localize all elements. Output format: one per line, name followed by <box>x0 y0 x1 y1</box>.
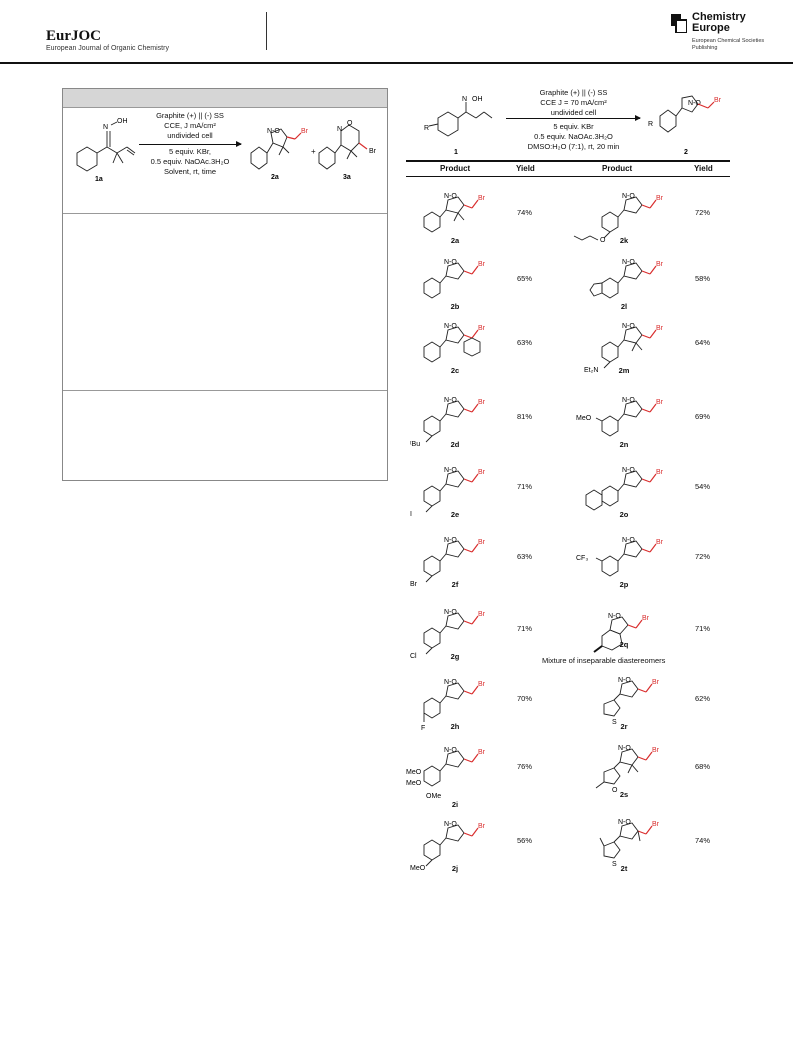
atom-br: Br <box>652 821 659 828</box>
label-2a: 2a <box>271 174 279 181</box>
column-header-yield: Yield <box>694 164 713 173</box>
atom-br: Br <box>642 615 649 622</box>
column-header-product: Product <box>440 164 471 173</box>
journal-subtitle: European Journal of Organic Chemistry <box>46 45 169 52</box>
atom-n-o: N-O <box>622 323 635 330</box>
product-yield: 76% <box>517 762 533 771</box>
product-yield: 74% <box>517 208 533 217</box>
product-label: 2q <box>619 640 629 649</box>
structure-2 <box>648 92 728 158</box>
substituent-label: ᵗBu <box>410 441 421 448</box>
product-label: 2a <box>450 236 460 245</box>
product-yield: 63% <box>517 552 533 561</box>
atom-n-o: N-O <box>444 323 457 330</box>
structure-1a <box>67 113 141 183</box>
atom-n: N <box>103 124 109 131</box>
product-yield: 65% <box>517 274 533 283</box>
atom-br: Br <box>478 749 485 756</box>
product-yield: 71% <box>695 624 711 633</box>
condition-line: Graphite (+) || (-) SS <box>156 111 224 120</box>
atom-n-o: N-O <box>267 128 280 135</box>
atom-n-o: N-O <box>622 397 635 404</box>
condition-line: CCE, J mA/cm² <box>164 121 216 130</box>
column-header-product: Product <box>602 164 633 173</box>
atom-n-o: N-O <box>444 259 457 266</box>
condition-line: undivided cell <box>167 131 213 140</box>
atom-br: Br <box>652 747 659 754</box>
substituent-label: Cl <box>410 653 417 660</box>
heteroatom: S <box>612 861 617 868</box>
label-1: 1 <box>454 149 458 156</box>
atom-br: Br <box>478 399 485 406</box>
substituent-label: Br <box>410 581 417 588</box>
product-yield: 71% <box>517 482 533 491</box>
reaction-arrow <box>506 118 640 119</box>
heteroatom: S <box>612 719 617 726</box>
atom-oh: OH <box>472 96 483 103</box>
atom-br: Br <box>478 823 485 830</box>
condition-line: 0.5 equiv. NaOAc.3H₂O <box>150 157 230 166</box>
atom-br: Br <box>478 681 485 688</box>
product-structure-2i <box>392 742 502 802</box>
atom-n-o: N-O <box>444 467 457 474</box>
atom-n-o: N-O <box>622 537 635 544</box>
product-label: 2r <box>620 722 628 731</box>
atom-br: Br <box>656 261 663 268</box>
product-label: 2k <box>619 236 629 245</box>
atom-n-o: N-O <box>444 821 457 828</box>
column-header-yield: Yield <box>516 164 535 173</box>
atom-n-o: N-O <box>622 467 635 474</box>
atom-n-o: N-O <box>444 679 457 686</box>
product-yield: 81% <box>517 412 533 421</box>
product-label: 2c <box>450 366 460 375</box>
product-label: 2i <box>451 800 459 809</box>
condition-line: CCE J = 70 mA/cm² <box>540 98 607 107</box>
atom-br: Br <box>652 679 659 686</box>
atom-n-o: N-O <box>444 397 457 404</box>
condition-line: Solvent, rt, time <box>163 167 217 176</box>
product-label: 2m <box>618 366 630 375</box>
condition-line: Graphite (+) || (-) SS <box>539 88 608 97</box>
product-yield: 69% <box>695 412 711 421</box>
product-label: 2g <box>450 652 460 661</box>
right-conditions <box>507 88 640 152</box>
label-1a: 1a <box>95 176 103 183</box>
product-label: 2s <box>619 790 629 799</box>
product-yield: 74% <box>695 836 711 845</box>
product-label: 2p <box>619 580 629 589</box>
heteroatom: O <box>612 787 618 794</box>
label-3a: 3a <box>343 174 351 181</box>
product-yield: 72% <box>695 208 711 217</box>
product-yield: 70% <box>517 694 533 703</box>
atom-br: Br <box>656 195 663 202</box>
product-label: 2d <box>450 440 460 449</box>
atom-oh: OH <box>117 118 128 125</box>
reaction-arrow <box>139 144 241 145</box>
product-label: 2e <box>450 510 460 519</box>
atom-n: N <box>337 126 343 133</box>
substituent-label: MeO <box>406 780 422 787</box>
product-yield: 58% <box>695 274 711 283</box>
publisher-name: Chemistry Europe <box>692 11 746 34</box>
atom-br: Br <box>656 325 663 332</box>
atom-n-o: N-O <box>444 193 457 200</box>
substituent-label: MeO <box>406 769 422 776</box>
atom-n-o: N-O <box>618 819 631 826</box>
heteroatom: O <box>600 237 606 244</box>
substituent-label: OMe <box>426 793 442 800</box>
product-yield: 62% <box>695 694 711 703</box>
atom-br: Br <box>301 128 308 135</box>
atom-br: Br <box>478 325 485 332</box>
condition-line: DMSO:H₂O (7:1), rt, 20 min <box>527 142 620 151</box>
atom-n-o: N-O <box>618 677 631 684</box>
atom-n: N <box>462 96 468 103</box>
atom-br: Br <box>714 97 721 104</box>
atom-br: Br <box>656 399 663 406</box>
product-label: 2b <box>450 302 460 311</box>
atom-n-o: N-O <box>444 747 457 754</box>
atom-n-o: N-O <box>618 745 631 752</box>
product-yield: 56% <box>517 836 533 845</box>
table-header-bar <box>63 89 387 108</box>
product-label: 2h <box>450 722 460 731</box>
structure-1 <box>424 92 504 158</box>
atom-n-o: N-O <box>608 613 621 620</box>
substituent-label: Et₂N <box>584 367 599 374</box>
product-yield: 71% <box>517 624 533 633</box>
atom-n-o: N-O <box>622 193 635 200</box>
optimization-table <box>62 88 388 481</box>
product-label: 2t <box>620 864 628 873</box>
atom-br: Br <box>478 195 485 202</box>
header-rule <box>0 62 793 64</box>
table-top-rule <box>406 160 730 162</box>
structure-3a <box>317 113 387 183</box>
substituent-label: CF₃ <box>576 555 589 562</box>
atom-br: Br <box>656 469 663 476</box>
condition-line: 0.5 equiv. NaOAc.3H₂O <box>534 132 613 141</box>
product-yield: 54% <box>695 482 711 491</box>
table-divider <box>63 390 387 391</box>
chemistry-europe-logo-icon <box>671 14 687 33</box>
product-structure-2q <box>556 604 696 664</box>
atom-br: Br <box>478 261 485 268</box>
atom-br: Br <box>656 539 663 546</box>
product-yield: 72% <box>695 552 711 561</box>
product-yield: 64% <box>695 338 711 347</box>
product-yield: 63% <box>517 338 533 347</box>
product-label: 2n <box>619 440 629 449</box>
atom-n-o: N-O <box>444 609 457 616</box>
structure-2a-header <box>249 113 319 183</box>
product-label: 2o <box>619 510 629 519</box>
atom-br: Br <box>478 539 485 546</box>
atom-o: O <box>347 120 353 127</box>
atom-br: Br <box>478 469 485 476</box>
product-label: 2f <box>451 580 459 589</box>
product-label: 2l <box>620 302 628 311</box>
atom-br: Br <box>369 148 376 155</box>
condition-line: undivided cell <box>550 108 597 117</box>
product-label: 2j <box>451 864 459 873</box>
substituent-label: MeO <box>576 415 592 422</box>
substituent-label: MeO <box>410 865 426 872</box>
condition-line: 5 equiv. KBr, <box>169 147 211 156</box>
table-divider <box>63 213 387 214</box>
product-yield: 68% <box>695 762 711 771</box>
publisher-subtitle: European Chemical Societies Publishing <box>692 38 765 51</box>
condition-line: 5 equiv. KBr <box>553 122 594 131</box>
atom-r: R <box>424 125 430 132</box>
table-header-rule <box>406 176 730 177</box>
journal-title: EurJOC <box>46 28 102 44</box>
atom-n-o: N-O <box>688 100 701 107</box>
label-2: 2 <box>684 149 688 156</box>
atom-r: R <box>648 121 654 128</box>
plus-sign: + <box>311 147 316 156</box>
substituent-label: I <box>410 511 412 518</box>
atom-br: Br <box>478 611 485 618</box>
note-2q: Mixture of inseparable diastereomers <box>542 656 666 665</box>
header-divider <box>266 12 267 50</box>
atom-n-o: N-O <box>444 537 457 544</box>
atom-n-o: N-O <box>622 259 635 266</box>
substituent-label: F <box>421 725 426 732</box>
